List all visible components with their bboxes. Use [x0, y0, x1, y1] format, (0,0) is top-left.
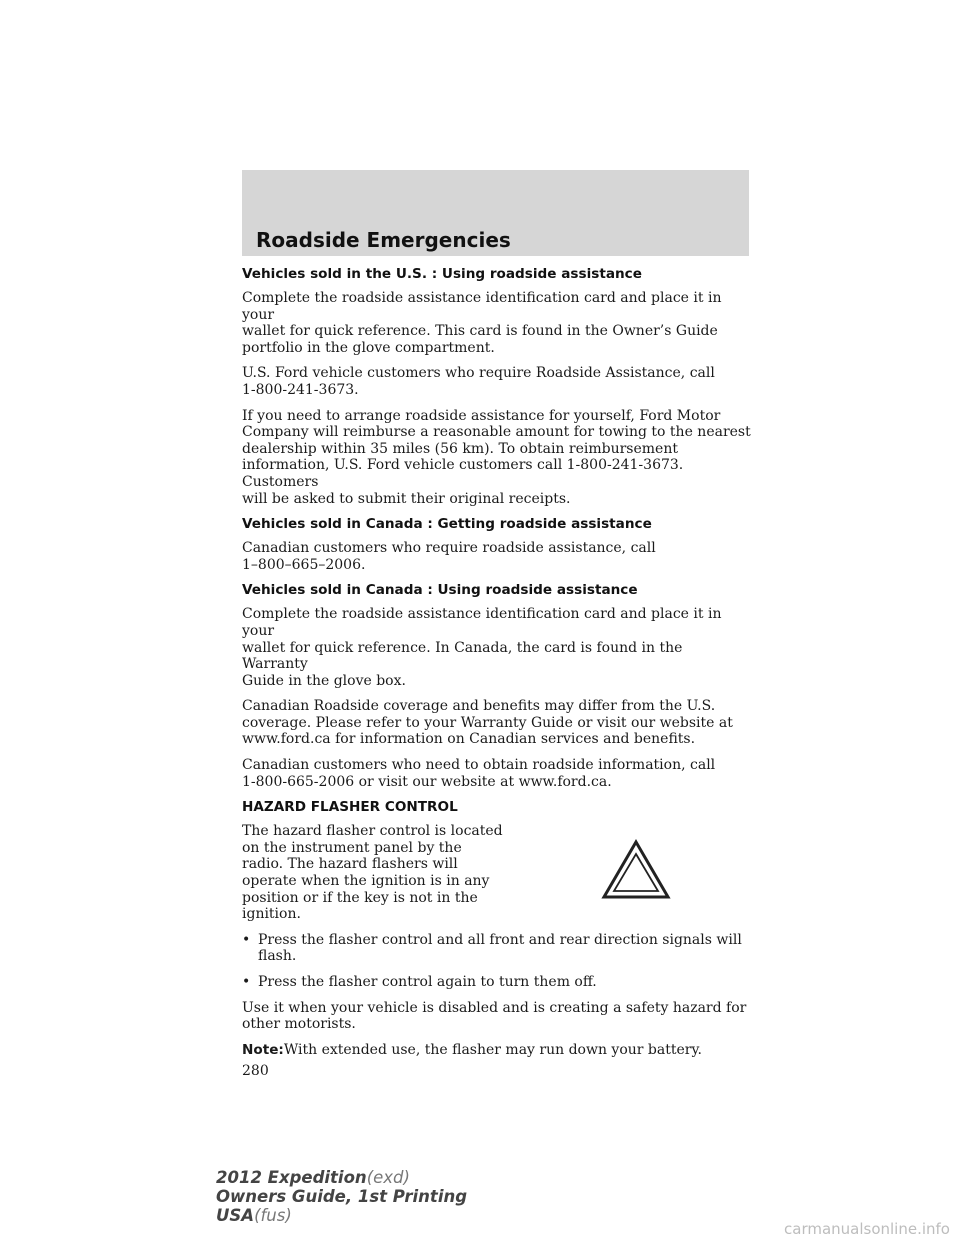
- canada-getting-heading: Vehicles sold in Canada : Getting roadside assistance: [242, 516, 652, 533]
- bullet-marker: •: [242, 974, 251, 990]
- canada-using-heading: Vehicles sold in Canada : Using roadside assistance: [242, 582, 638, 599]
- us-roadside-heading: Vehicles sold in the U.S. : Using roadside assistance: [242, 266, 642, 282]
- footer-line-2: Owners Guide, 1st Printing: [216, 1187, 468, 1206]
- hazard-usage-paragraph: Use it when your vehicle is disabled and is creating a safety hazard for other motorists.: [242, 999, 747, 1033]
- note-paragraph: [242, 1042, 752, 1059]
- footer-model: 2012 Expedition: [216, 1168, 367, 1187]
- canada-using-paragraph-1: Complete the roadside assistance identification card and place it in your wallet for quick reference. In Canada, the card is found in the Warranty Guide in the glove box.: [242, 606, 722, 689]
- canada-using-paragraph-3: Canadian customers who need to obtain roadside information, call 1-800-665-2006 or visit our website at www.ford.ca.: [242, 757, 716, 790]
- hazard-triangle-icon: [601, 839, 671, 905]
- footer-model-code: (exd): [366, 1168, 410, 1187]
- footer-market: USA: [216, 1206, 255, 1225]
- section-title: Roadside Emergencies: [256, 228, 511, 252]
- page-number: 280: [242, 1063, 269, 1080]
- bullet-marker: •: [242, 931, 251, 948]
- hazard-flasher-paragraph: The hazard flasher control is located on the instrument panel by the radio. The hazard flashers will operate when the ignition is in any position or if the key is not in the ignition.: [242, 823, 503, 923]
- canada-getting-paragraph: Canadian customers who require roadside assistance, call 1–800–665–2006.: [242, 540, 656, 573]
- bullet-text: Press the flasher control again to turn them off.: [258, 974, 597, 990]
- list-item: [242, 974, 752, 991]
- watermark: carmanualsonline.info: [784, 1220, 950, 1238]
- note-label: Note:: [242, 1041, 284, 1058]
- canada-using-paragraph-2: Canadian Roadside coverage and benefits may differ from the U.S. coverage. Please refer to your Warranty Guide or visit our website at www.ford.ca for information on Canadian services and benefits.: [242, 698, 733, 748]
- list-item: [242, 932, 752, 965]
- section-header-bar: [242, 170, 749, 256]
- hazard-flasher-block: [242, 823, 752, 923]
- us-roadside-paragraph-2: U.S. Ford vehicle customers who require Roadside Assistance, call 1-800-241-3673.: [242, 365, 715, 398]
- document-footer: [216, 1168, 467, 1225]
- page-content: [242, 266, 752, 1079]
- footer-line-1: [216, 1168, 467, 1187]
- us-roadside-paragraph-1: Complete the roadside assistance identification card and place it in your wallet for quick reference. This card is found in the Owner’s Guide portfolio in the glove compartment.: [242, 290, 722, 356]
- footer-line-3: [216, 1206, 467, 1225]
- us-roadside-paragraph-3: If you need to arrange roadside assistance for yourself, Ford Motor Company will reimburse a reasonable amount for towing to the nearest dealership within 35 miles (56 km). To obtain reimbursement information, U.S. Ford vehicle customers call 1-800-241-3673. Customers will be asked to submit their original receipts.: [242, 407, 751, 507]
- bullet-text: Press the flasher control and all front and rear direction signals will flash.: [258, 931, 742, 965]
- note-text: With extended use, the flasher may run down your battery.: [283, 1041, 702, 1058]
- hazard-flasher-heading: HAZARD FLASHER CONTROL: [242, 799, 458, 816]
- footer-market-code: (fus): [254, 1206, 292, 1225]
